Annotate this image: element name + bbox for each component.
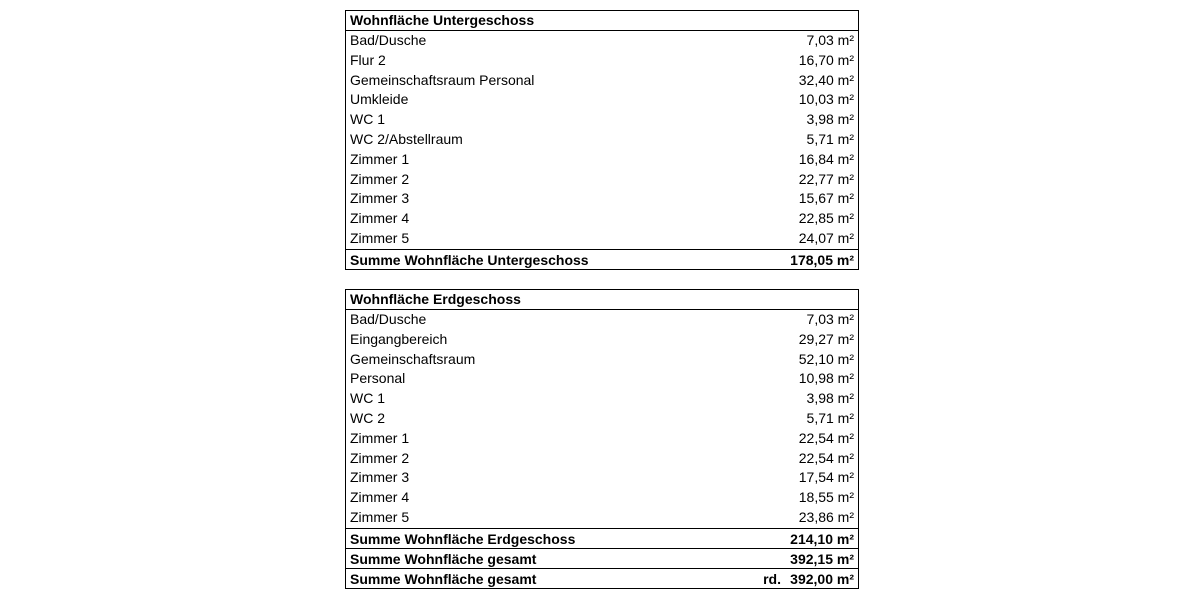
room-name: Zimmer 2 bbox=[350, 449, 410, 466]
table-row bbox=[346, 170, 858, 190]
room-area: 23,86 m² bbox=[798, 508, 854, 525]
room-area: 22,85 m² bbox=[798, 210, 854, 227]
room-list bbox=[346, 310, 858, 528]
section-title: Wohnfläche Untergeschoss bbox=[350, 12, 535, 28]
room-name: Gemeinschaftsraum bbox=[350, 350, 476, 367]
room-area: 29,27 m² bbox=[798, 330, 854, 347]
room-name: Zimmer 3 bbox=[350, 469, 410, 486]
table-row bbox=[346, 468, 858, 488]
sum-value: 214,10 m² bbox=[790, 530, 854, 547]
table-row bbox=[346, 369, 858, 389]
room-name: Zimmer 2 bbox=[350, 170, 410, 187]
room-area: 22,54 m² bbox=[798, 449, 854, 466]
room-area: 32,40 m² bbox=[798, 71, 854, 88]
room-area: 18,55 m² bbox=[798, 489, 854, 506]
room-area: 15,67 m² bbox=[798, 190, 854, 207]
sum-row bbox=[346, 249, 858, 269]
table-row bbox=[346, 189, 858, 209]
table-untergeschoss bbox=[345, 10, 859, 270]
room-name: Personal bbox=[350, 370, 406, 387]
total-label: Summe Wohnfläche gesamt bbox=[350, 550, 537, 567]
room-name: Zimmer 4 bbox=[350, 210, 410, 227]
room-area: 22,77 m² bbox=[798, 170, 854, 187]
table-row bbox=[346, 449, 858, 469]
table-row bbox=[346, 90, 858, 110]
room-area: 16,84 m² bbox=[798, 150, 854, 167]
room-area: 3,98 m² bbox=[806, 390, 854, 407]
room-area: 22,54 m² bbox=[798, 429, 854, 446]
table-header bbox=[346, 11, 858, 31]
table-row bbox=[346, 350, 858, 370]
room-area: 52,10 m² bbox=[798, 350, 854, 367]
sum-value: 178,05 m² bbox=[790, 251, 854, 268]
room-area: 24,07 m² bbox=[798, 229, 854, 246]
room-name: Zimmer 1 bbox=[350, 429, 410, 446]
table-row bbox=[346, 110, 858, 130]
table-row bbox=[346, 310, 858, 330]
table-row bbox=[346, 71, 858, 91]
table-header bbox=[346, 290, 858, 310]
table-row bbox=[346, 150, 858, 170]
room-name: WC 2 bbox=[350, 409, 385, 426]
room-area: 5,71 m² bbox=[806, 409, 854, 426]
table-row bbox=[346, 508, 858, 528]
room-name: Zimmer 5 bbox=[350, 229, 410, 246]
table-row bbox=[346, 389, 858, 409]
room-area: 7,03 m² bbox=[806, 32, 854, 48]
room-name: Zimmer 5 bbox=[350, 508, 410, 525]
rounded-total-row bbox=[346, 568, 858, 588]
room-name: Bad/Dusche bbox=[350, 311, 427, 327]
room-name: WC 1 bbox=[350, 111, 385, 128]
total-row bbox=[346, 548, 858, 568]
table-row bbox=[346, 229, 858, 249]
total-value: 392,15 m² bbox=[790, 550, 854, 567]
sum-row bbox=[346, 528, 858, 548]
room-area: 10,03 m² bbox=[798, 91, 854, 108]
room-area: 5,71 m² bbox=[806, 130, 854, 147]
room-area: 3,98 m² bbox=[806, 111, 854, 128]
room-name: Flur 2 bbox=[350, 51, 386, 68]
table-row bbox=[346, 130, 858, 150]
table-row bbox=[346, 31, 858, 51]
room-name: Eingangbereich bbox=[350, 330, 448, 347]
room-list bbox=[346, 31, 858, 249]
room-name: WC 1 bbox=[350, 390, 385, 407]
room-name: Gemeinschaftsraum Personal bbox=[350, 71, 535, 88]
sum-label: Summe Wohnfläche Erdgeschoss bbox=[350, 530, 576, 547]
room-name: WC 2/Abstellraum bbox=[350, 130, 463, 147]
table-row bbox=[346, 51, 858, 71]
room-name: Zimmer 4 bbox=[350, 489, 410, 506]
table-row bbox=[346, 209, 858, 229]
section-title: Wohnfläche Erdgeschoss bbox=[350, 291, 521, 307]
rounded-total-label: Summe Wohnfläche gesamt bbox=[350, 570, 537, 587]
rounded-prefix: rd. bbox=[763, 570, 781, 587]
table-row bbox=[346, 429, 858, 449]
room-area: 16,70 m² bbox=[798, 51, 854, 68]
table-row bbox=[346, 488, 858, 508]
table-row bbox=[346, 409, 858, 429]
room-name: Bad/Dusche bbox=[350, 32, 427, 48]
rounded-total-value: 392,00 m² bbox=[790, 570, 854, 587]
room-name: Zimmer 3 bbox=[350, 190, 410, 207]
room-name: Zimmer 1 bbox=[350, 150, 410, 167]
sum-label: Summe Wohnfläche Untergeschoss bbox=[350, 251, 589, 268]
table-erdgeschoss bbox=[345, 289, 859, 589]
room-area: 7,03 m² bbox=[806, 311, 854, 327]
room-area: 10,98 m² bbox=[798, 370, 854, 387]
room-area: 17,54 m² bbox=[798, 469, 854, 486]
table-row bbox=[346, 330, 858, 350]
room-name: Umkleide bbox=[350, 91, 409, 108]
